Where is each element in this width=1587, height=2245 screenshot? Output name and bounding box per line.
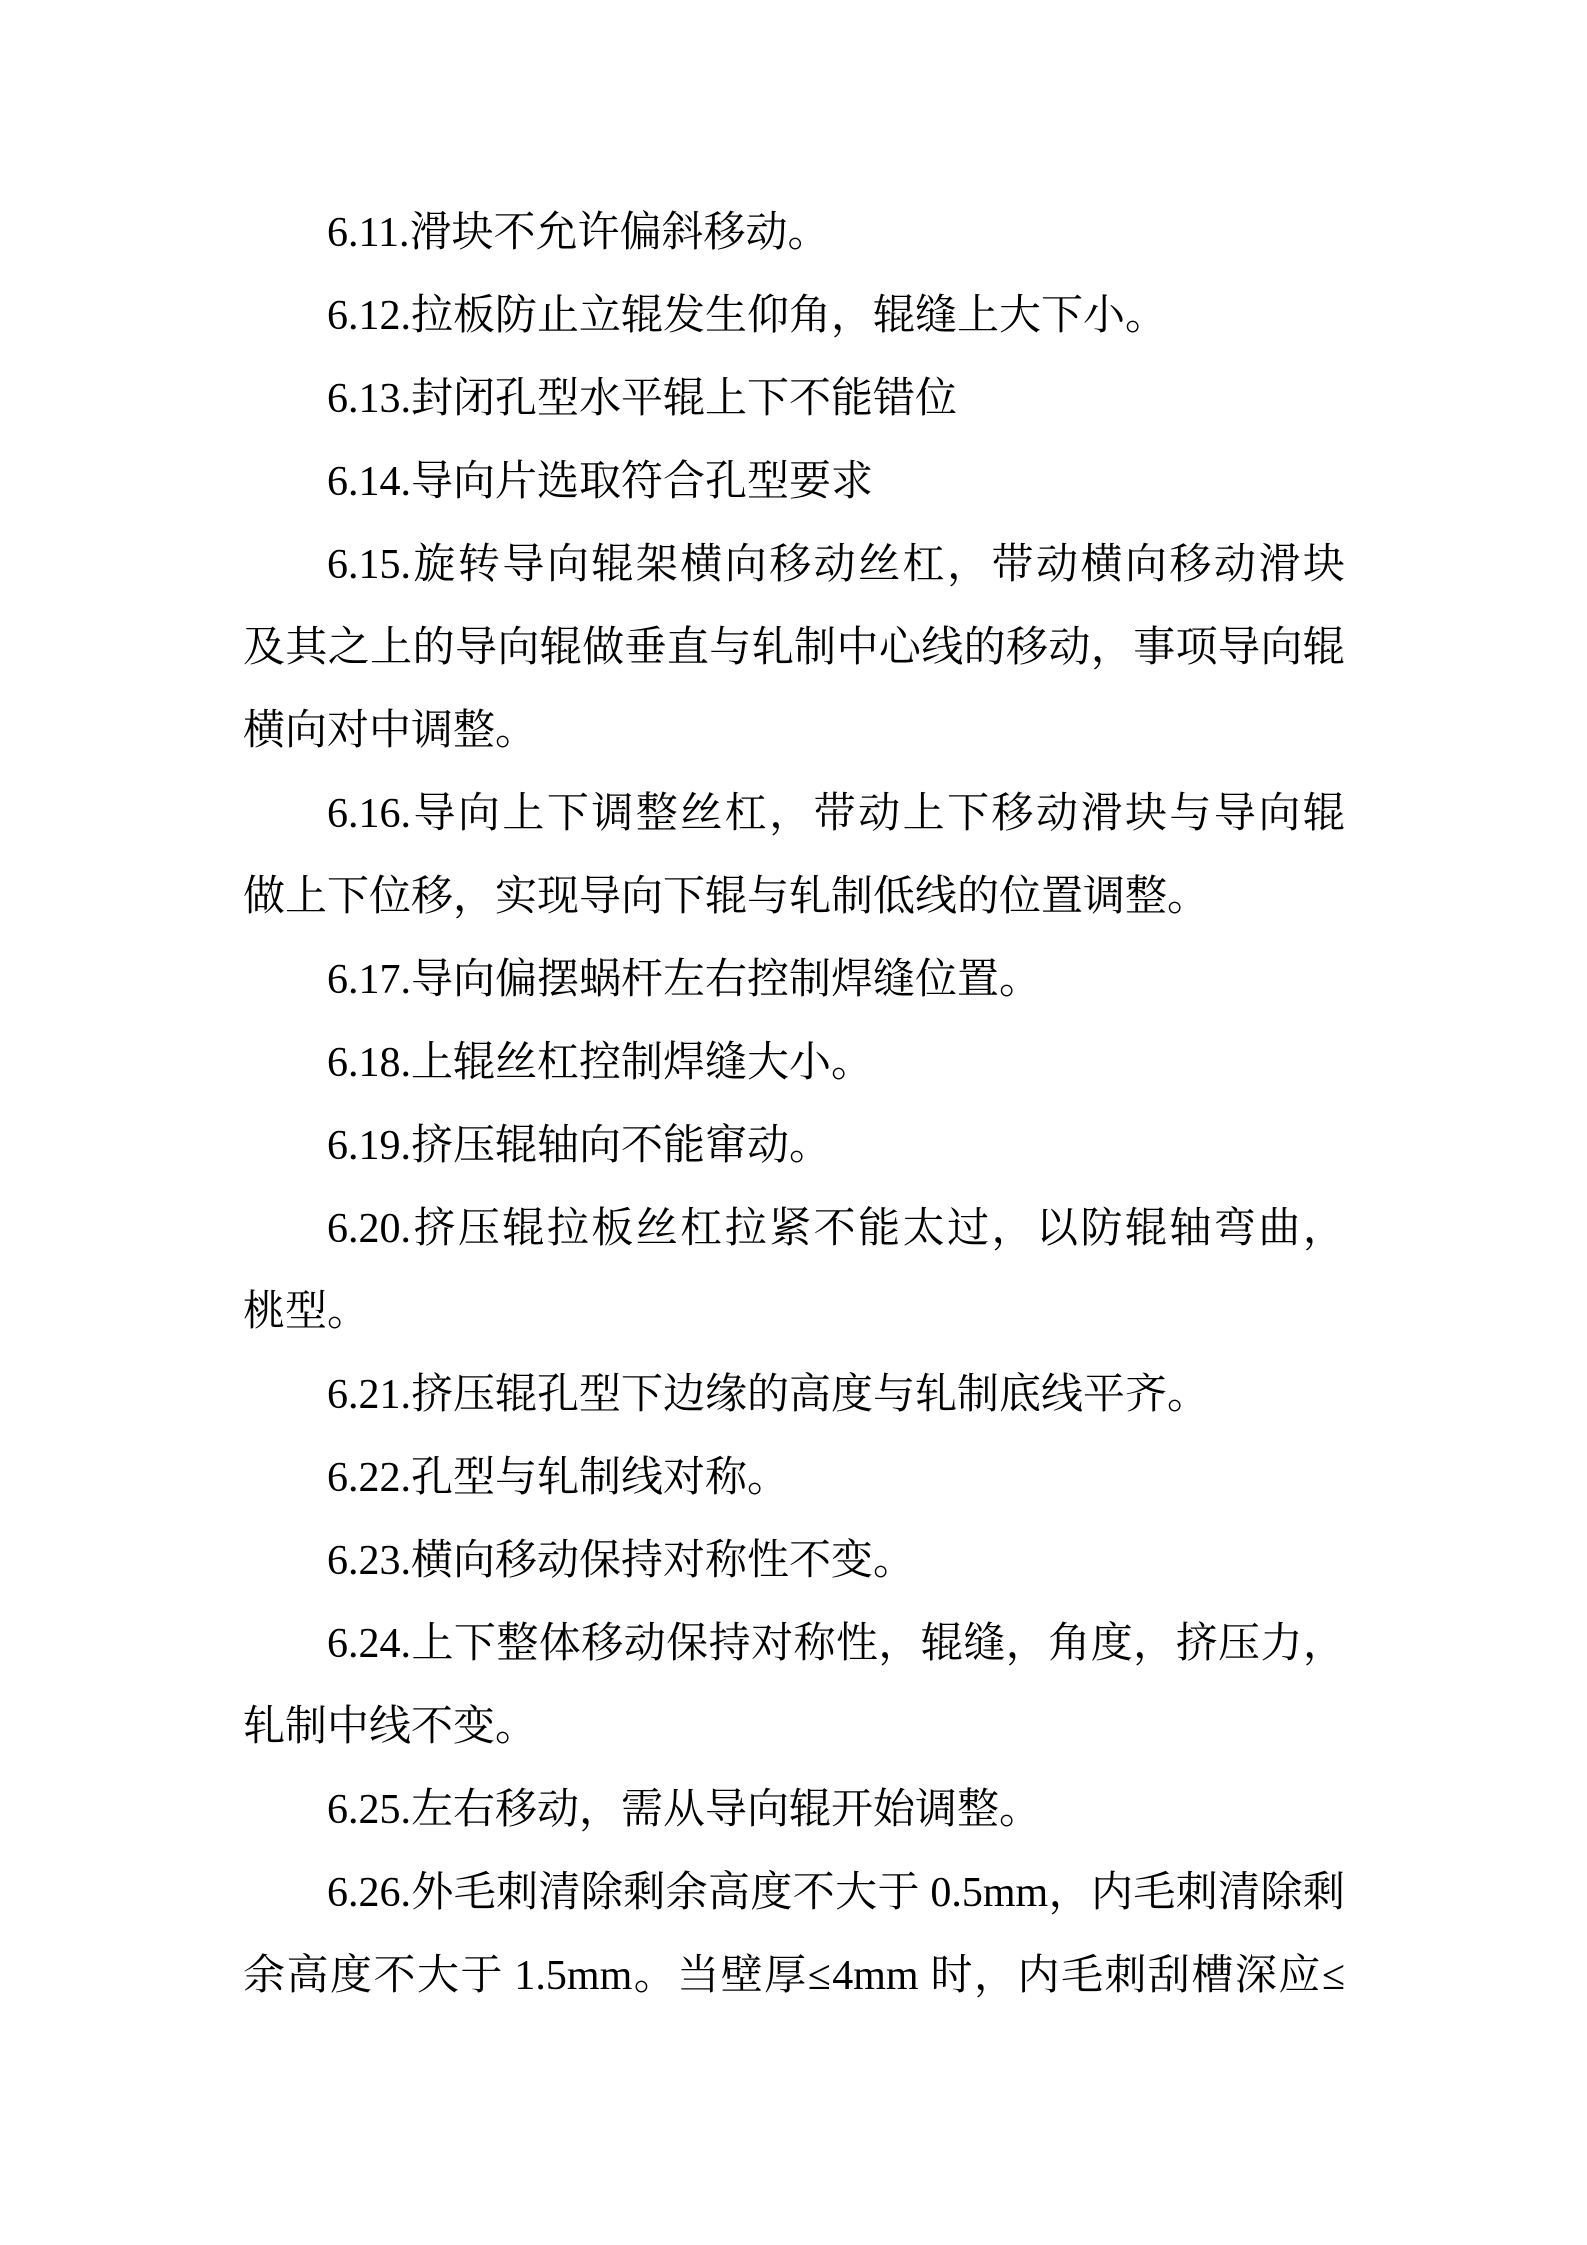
paragraph-line: 6.22.孔型与轧制线对称。 xyxy=(327,1455,790,1501)
paragraph-line: 余 高 度 不 大 于 1.5mm 。 当 壁 厚 ≤ 4mm 时 ， 内 毛 刺 刮 槽 深 应 ≤ xyxy=(243,1953,1345,1999)
paragraph-line: 6.25.左右移动，需从导向辊开始调整。 xyxy=(327,1787,1042,1833)
paragraph-line: 6.24. 上 下 整 体 移 动 保 持 对 称 性 ， 辊 缝 ， 角 度 ， 挤 压 力 ， xyxy=(327,1621,1345,1667)
paragraph-line: 6.17.导向偏摆蜗杆左右控制焊缝位置。 xyxy=(327,957,1042,1003)
paragraph-line: 6.20. 挤 压 辊 拉 板 丝 杠 拉 紧 不 能 太 过 ， 以 防 辊 轴 弯 曲 ， xyxy=(327,1206,1345,1252)
paragraph-line: 6.12.拉板防止立辊发生仰角，辊缝上大下小。 xyxy=(327,293,1168,339)
paragraph-line: 横向对中调整。 xyxy=(243,708,538,754)
paragraph-line: 6.15. 旋 转 导 向 辊 架 横 向 移 动 丝 杠 ， 带 动 横 向 移 动 滑 块 xyxy=(327,542,1345,588)
paragraph-line: 桃型。 xyxy=(243,1289,370,1335)
paragraph-line: 6.11.滑块不允许偏斜移动。 xyxy=(327,210,830,256)
paragraph-line: 6.14.导向片选取符合孔型要求 xyxy=(327,459,874,505)
paragraph-line: 6.18.上辊丝杠控制焊缝大小。 xyxy=(327,1040,874,1086)
document-text-block xyxy=(243,192,1345,2018)
paragraph-line: 6.13.封闭孔型水平辊上下不能错位 xyxy=(327,376,958,422)
paragraph-line: 做上下位移，实现导向下辊与轧制低线的位置调整。 xyxy=(243,874,1210,920)
paragraph-line: 及 其 之 上 的 导 向 辊 做 垂 直 与 轧 制 中 心 线 的 移 动 ， 事 项 导 向 辊 xyxy=(243,625,1345,671)
paragraph-line: 6.16. 导 向 上 下 调 整 丝 杠 ， 带 动 上 下 移 动 滑 块 与 导 向 辊 xyxy=(327,791,1345,837)
paragraph-line: 6.19.挤压辊轴向不能窜动。 xyxy=(327,1123,832,1169)
paragraph-line: 6.23.横向移动保持对称性不变。 xyxy=(327,1538,916,1584)
paragraph-line: 6.26. 外 毛 刺 清 除 剩 余 高 度 不 大 于 0.5mm ， 内 毛 刺 清 除 剩 xyxy=(327,1870,1345,1916)
paragraph-line: 轧制中线不变。 xyxy=(243,1704,538,1750)
paragraph-line: 6.21.挤压辊孔型下边缘的高度与轧制底线平齐。 xyxy=(327,1372,1210,1418)
